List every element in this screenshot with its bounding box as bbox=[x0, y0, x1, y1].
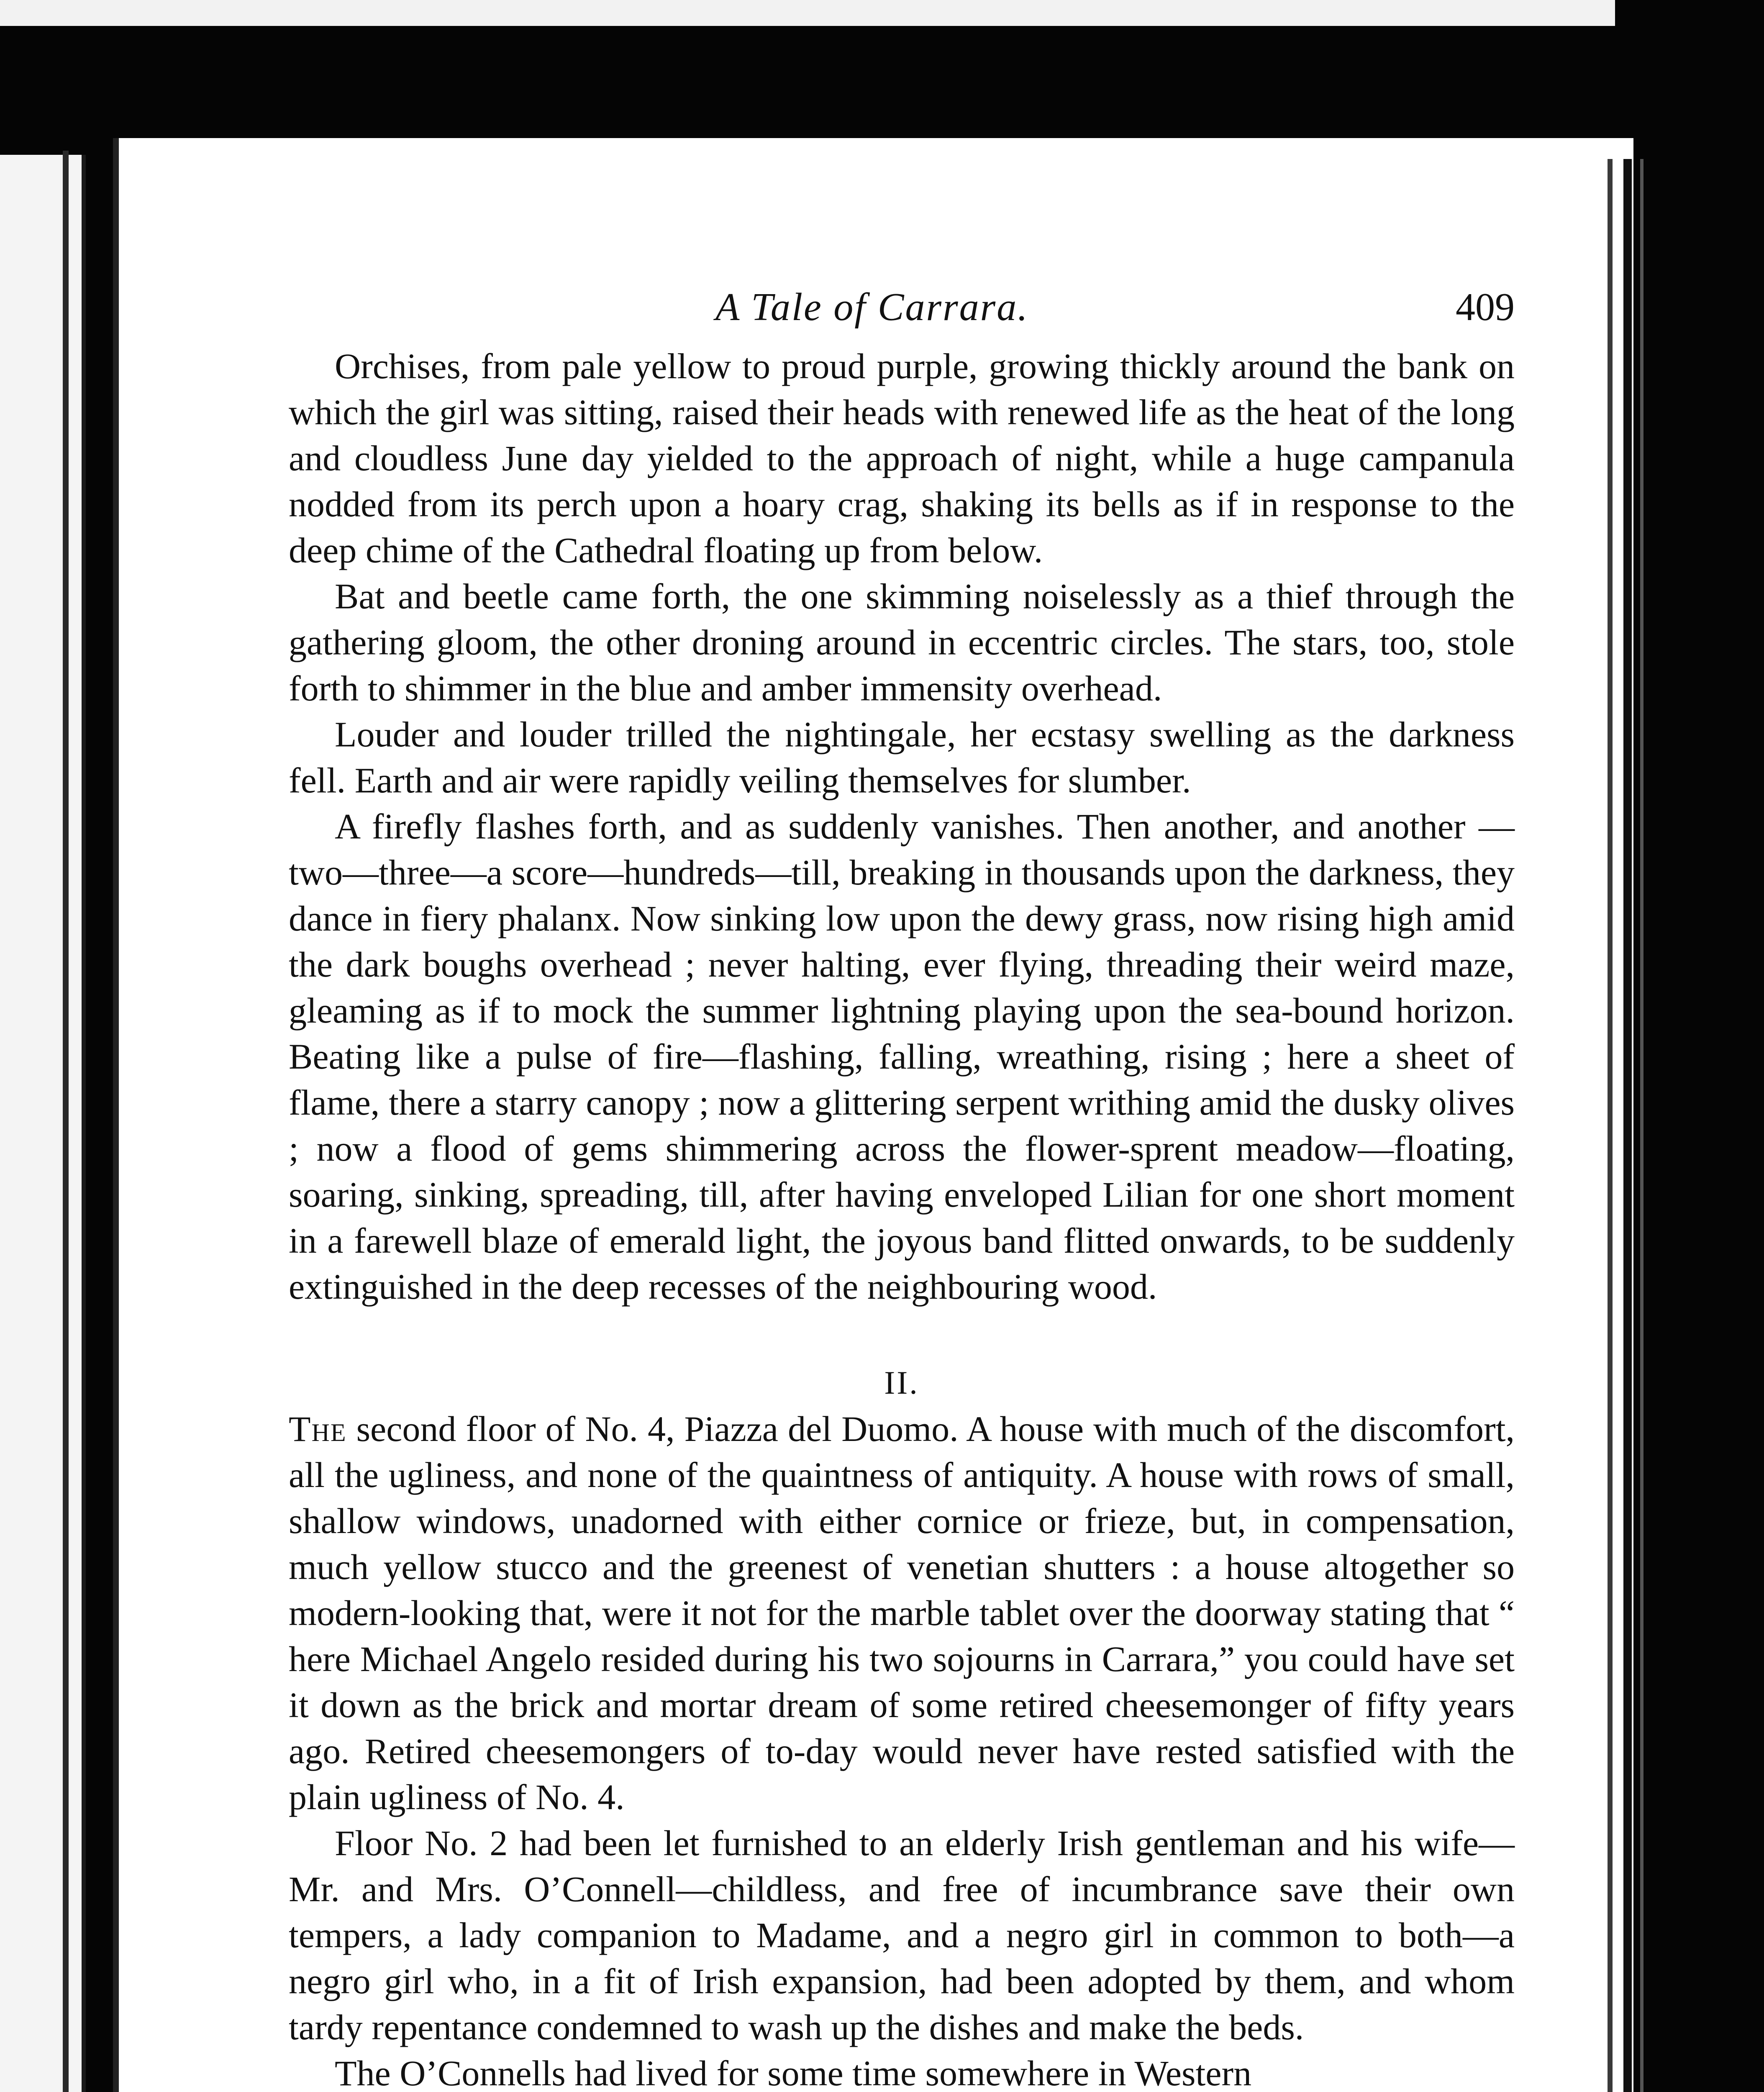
spine-line bbox=[1608, 159, 1613, 2092]
spine-line bbox=[1640, 159, 1643, 2092]
running-head bbox=[289, 285, 1515, 343]
previous-page-edge bbox=[0, 155, 86, 2092]
section-opening-paragraph bbox=[289, 1406, 1515, 1820]
spine-line bbox=[1623, 159, 1632, 2092]
page-number: 409 bbox=[1456, 285, 1515, 329]
top-page-edge bbox=[0, 0, 1615, 26]
section-opening-text: second floor of No. 4, Piazza del Duomo. A house with much of the discomfort, all the ugliness, and none of the quaintness of antiquity. A house with rows of small, shallow windows, unadorned with either cornice or frieze, but, in compensation, much yellow stucco and the greenest of venetian shutters : a house altogether so modern-looking that, were it not for the marble tablet over the doorway stating that “ here Michael Angelo resided during his two sojourns in Carrara,” you could have set it down as the brick and mortar dream of some retired cheesemonger of fifty years ago. Retired cheesemongers of to-day would never have rested satisfied with the plain ugliness of No. 4. bbox=[289, 1409, 1515, 1817]
section-number: II. bbox=[884, 1364, 919, 1401]
paragraph: The O’Connells had lived for some time somewhere in Western bbox=[335, 2053, 1252, 2092]
section-lead-word: The bbox=[289, 1409, 347, 1449]
page-gutter-shadow bbox=[63, 151, 69, 2092]
paragraph: Floor No. 2 had been let furnished to an elderly Irish gentleman and his wife—Mr. and Mrs. O’Connell—childless, and free of incumbrance save their own tempers, a lady companion to Madame, and a negro girl in common to both—a negro girl who, in a fit of Irish expansion, had been adopted by them, and whom tardy repentance condemned to wash up the dishes and make the beds. bbox=[289, 1823, 1515, 2047]
paragraph: Louder and louder trilled the nightingale, her ecstasy swelling as the darkness fell. Earth and air were rapidly veiling themselves for slumber. bbox=[289, 714, 1515, 800]
paragraph: Orchises, from pale yellow to proud purple, growing thickly around the bank on which the girl was sitting, raised their heads with renewed life as the heat of the long and cloudless June day yielded to the approach of night, while a huge campanula nodded from its perch upon a hoary crag, shaking its bells as if in response to the deep chime of the Cathedral floating up from below. bbox=[289, 346, 1515, 570]
running-title: A Tale of Carrara. bbox=[715, 285, 1029, 329]
paragraph: Bat and beetle came forth, the one skimming noiselessly as a thief through the gathering gloom, the other droning around in eccentric circles. The stars, too, stole forth to shimmer in the blue and amber immensity overhead. bbox=[289, 576, 1515, 708]
paragraph: A firefly flashes forth, and as suddenly vanishes. Then another, and another — two—three—a score—hundreds—till, breaking in thousands upon the darkness, they dance in fiery phalanx. Now sinking low upon the dewy grass, now rising high amid the dark boughs overhead ; never halting, ever flying, threading their weird maze, gleaming as if to mock the summer lightning playing upon the sea-bound horizon. Beating like a pulse of fire—flashing, falling, wreathing, rising ; here a sheet of flame, there a starry canopy ; now a glittering serpent writhing amid the dusky olives ; now a flood of gems shimmering across the flower-sprent meadow—floating, soaring, sinking, spreading, till, after having enveloped Lilian for one short moment in a farewell blaze of emerald light, the joyous band flitted onwards, to be suddenly extinguished in the deep recesses of the neighbouring wood. bbox=[289, 806, 1515, 1307]
page-text bbox=[289, 285, 1515, 2092]
